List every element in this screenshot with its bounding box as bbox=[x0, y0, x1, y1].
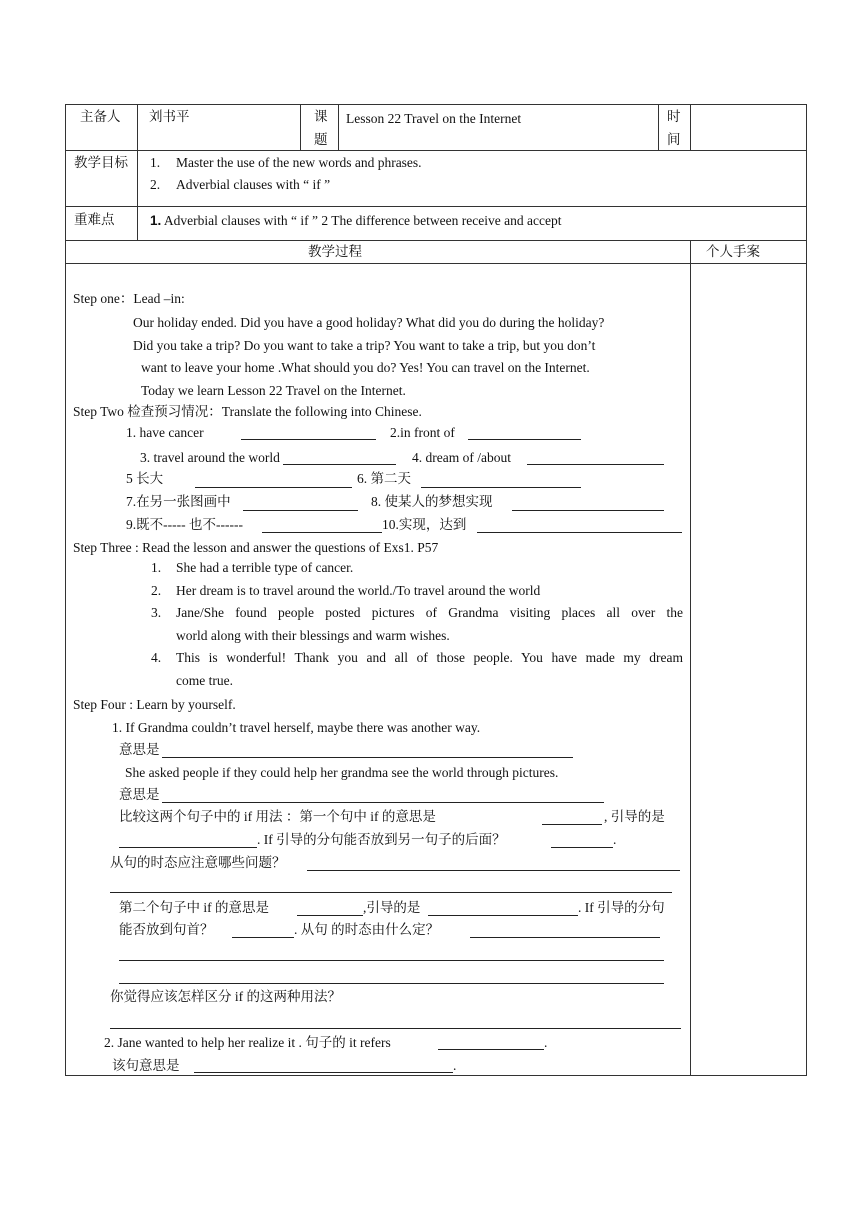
meaning-label-2: 意思是 bbox=[119, 787, 160, 802]
translate-blank-6[interactable] bbox=[421, 487, 581, 488]
compare-blank-3[interactable] bbox=[551, 847, 613, 848]
answer-4-line-2: come true. bbox=[176, 673, 233, 688]
translate-blank-9[interactable] bbox=[262, 532, 382, 533]
topic-label-1: 课 bbox=[314, 109, 328, 124]
preparer-label: 主备人 bbox=[80, 109, 121, 124]
key-points-number: 1. bbox=[150, 213, 162, 228]
sentence-1: 1. If Grandma couldn’t travel herself, maybe there was another way. bbox=[112, 720, 481, 735]
answer-3-line-1: Jane/She found people posted pictures of Grandma visiting places all over the bbox=[176, 605, 683, 620]
meaning-label-1: 意思是 bbox=[119, 742, 160, 757]
key-points-content: Adverbial clauses with “ if ” 2 The difference between receive and accept bbox=[161, 213, 562, 228]
translate-item-10: 10.实现，达到 bbox=[382, 517, 467, 532]
meaning-blank-2[interactable] bbox=[162, 802, 604, 803]
sentence-2-meaning-period: . bbox=[453, 1058, 457, 1073]
time-label-1: 时 bbox=[667, 109, 681, 124]
second-if-line-1b: ,引导的是 bbox=[363, 900, 421, 915]
tense-question: 从句的时态应注意哪些问题？ bbox=[110, 855, 286, 870]
compare-line-2: . If 引导的分句能否放到另一句子的后面？ bbox=[257, 832, 506, 847]
compare-line-2-period: . bbox=[613, 832, 617, 847]
objectives-label: 教学目标 bbox=[74, 155, 128, 170]
distinguish-blank[interactable] bbox=[110, 1028, 681, 1029]
translate-item-4: 4. dream of /about bbox=[412, 450, 511, 465]
lead-in-line-2: Did you take a trip? Do you want to take a trip? You want to take a trip, but you don’t bbox=[133, 338, 596, 353]
translate-item-6: 6. 第二天 bbox=[357, 471, 411, 486]
translate-blank-5[interactable] bbox=[195, 487, 352, 488]
translate-blank-2[interactable] bbox=[468, 439, 581, 440]
second-if-blank-6[interactable] bbox=[119, 983, 664, 984]
preparer-name: 刘书平 bbox=[149, 109, 190, 124]
meaning-blank-1[interactable] bbox=[162, 757, 573, 758]
translate-blank-4[interactable] bbox=[527, 464, 664, 465]
translate-blank-8[interactable] bbox=[512, 510, 664, 511]
objective-item-1: Master the use of the new words and phrases. bbox=[176, 155, 422, 170]
answer-number-3: 3. bbox=[151, 605, 162, 620]
compare-line-1: 比较这两个句子中的 if 用法 ：第一个句中 if 的意思是 bbox=[119, 809, 436, 824]
translate-item-2: 2.in front of bbox=[390, 425, 455, 440]
second-if-blank-3[interactable] bbox=[232, 937, 294, 938]
topic-label-2: 题 bbox=[314, 132, 328, 147]
sentence-2-meaning-label: 该句意思是 bbox=[112, 1058, 180, 1073]
sentence-2-meaning-blank[interactable] bbox=[194, 1072, 453, 1073]
compare-blank-1[interactable] bbox=[542, 824, 602, 825]
process-header: 教学过程 bbox=[308, 244, 362, 259]
second-if-blank-1[interactable] bbox=[297, 915, 363, 916]
answer-number-2: 2. bbox=[151, 583, 162, 598]
translate-blank-3[interactable] bbox=[283, 464, 396, 465]
process-header-cell bbox=[65, 240, 691, 264]
it-refers-blank[interactable] bbox=[438, 1049, 544, 1050]
second-if-line-2a: 能否放到句首？ bbox=[119, 922, 214, 937]
compare-line-1-end: , 引导的是 bbox=[604, 809, 665, 824]
translate-item-3: 3. travel around the world bbox=[140, 450, 280, 465]
lead-in-line-1: Our holiday ended. Did you have a good holiday? What did you do during the holiday? bbox=[133, 315, 605, 330]
time-value-cell bbox=[690, 104, 807, 151]
second-if-blank-4[interactable] bbox=[470, 937, 660, 938]
answer-number-4: 4. bbox=[151, 650, 162, 665]
answer-3-line-2: world along with their blessings and warm wishes. bbox=[176, 628, 450, 643]
translate-blank-10[interactable] bbox=[477, 532, 682, 533]
tense-blank-1[interactable] bbox=[307, 870, 680, 871]
second-if-line-2b: . 从句 的时态由什么定？ bbox=[294, 922, 440, 937]
translate-item-5: 5 长大 bbox=[126, 471, 164, 486]
sentence-2-period: . bbox=[544, 1035, 548, 1050]
step-two-title: Step Two 检查预习情况：Translate the following into Chinese. bbox=[73, 404, 422, 419]
answer-2: Her dream is to travel around the world./To travel around the world bbox=[176, 583, 541, 598]
notes-header: 个人手案 bbox=[706, 244, 760, 259]
time-label-2: 间 bbox=[667, 132, 681, 147]
compare-blank-2[interactable] bbox=[119, 847, 257, 848]
second-if-line-1c: . If 引导的分句 bbox=[578, 900, 665, 915]
second-if-blank-2[interactable] bbox=[428, 915, 578, 916]
key-points-text bbox=[150, 212, 561, 230]
topic-title: Lesson 22 Travel on the Internet bbox=[346, 111, 522, 126]
sentence-1b: She asked people if they could help her grandma see the world through pictures. bbox=[125, 765, 559, 780]
objective-number-1: 1. bbox=[150, 155, 161, 170]
lead-in-line-3: want to leave your home .What should you do? Yes! You can travel on the Internet. bbox=[141, 360, 590, 375]
second-if-line-1a: 第二个句子中 if 的意思是 bbox=[119, 900, 269, 915]
key-points-label: 重难点 bbox=[74, 212, 115, 227]
second-if-blank-5[interactable] bbox=[119, 960, 664, 961]
step-four-title: Step Four : Learn by yourself. bbox=[73, 697, 236, 712]
distinguish-question: 你觉得应该怎样区分 if 的这两种用法？ bbox=[110, 989, 341, 1004]
translate-item-7: 7.在另一张图画中 bbox=[126, 494, 231, 509]
tense-blank-2[interactable] bbox=[110, 892, 672, 893]
translate-item-9: 9.既不----- 也不------ bbox=[126, 517, 243, 532]
objective-number-2: 2. bbox=[150, 177, 161, 192]
step-one-title: Step one：Lead –in: bbox=[73, 291, 185, 306]
translate-blank-1[interactable] bbox=[241, 439, 376, 440]
answer-4-line-1: This is wonderful! Thank you and all of those people. You have made my dream bbox=[176, 650, 683, 665]
answer-1: She had a terrible type of cancer. bbox=[176, 560, 354, 575]
lead-in-line-4: Today we learn Lesson 22 Travel on the Internet. bbox=[141, 383, 406, 398]
step-three-title: Step Three : Read the lesson and answer the questions of Exs1. P57 bbox=[73, 540, 439, 555]
notes-body-cell bbox=[690, 263, 807, 1076]
objective-item-2: Adverbial clauses with “ if ” bbox=[176, 177, 331, 192]
translate-blank-7[interactable] bbox=[243, 510, 358, 511]
answer-number-1: 1. bbox=[151, 560, 162, 575]
translate-item-1: 1. have cancer bbox=[126, 425, 204, 440]
translate-item-8: 8. 使某人的梦想实现 bbox=[371, 494, 493, 509]
sentence-2: 2. Jane wanted to help her realize it . 句子的 it refers bbox=[104, 1035, 391, 1050]
